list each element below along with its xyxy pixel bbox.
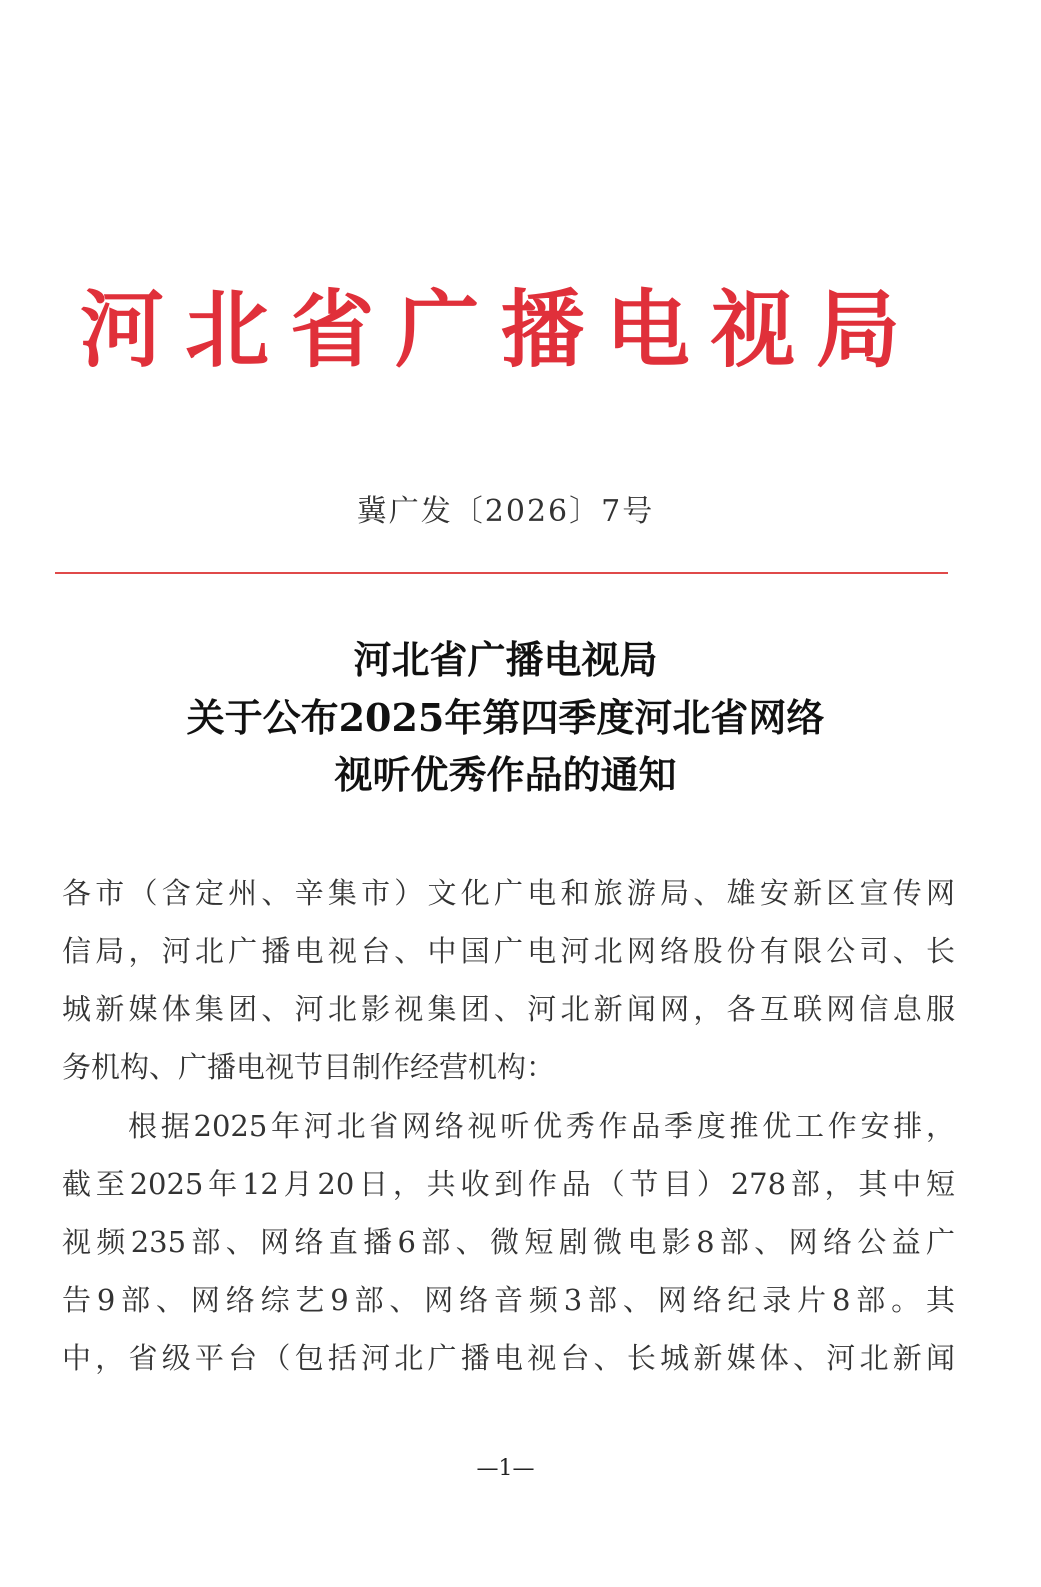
title-line: 河北省广播电视局 — [353, 637, 658, 682]
issuing-org-header: 河北省广播电视局 — [80, 280, 900, 379]
body-line: 根据2025年河北省网络视听优秀作品季度推优工作安排， — [128, 1109, 955, 1143]
body-line: 城新媒体集团、河北影视集团、河北新闻网，各互联网信息服 — [62, 992, 955, 1026]
body-line: 视频235部、网络直播6部、微短剧微电影8部、网络公益广 — [62, 1225, 955, 1259]
body-line: 截至2025年12月20日，共收到作品（节目）278部，其中短 — [62, 1167, 955, 1201]
body-line: 各市（含定州、辛集市）文化广电和旅游局、雄安新区宣传网 — [62, 876, 955, 910]
title-line: 视听优秀作品的通知 — [334, 752, 677, 797]
title-line: 关于公布2025年第四季度河北省网络 — [186, 695, 825, 740]
document-number: 冀广发〔2026〕7号 — [356, 494, 655, 529]
body-line: 信局，河北广播电视台、中国广电河北网络股份有限公司、长 — [62, 934, 955, 968]
body-line: 中，省级平台（包括河北广播电视台、长城新媒体、河北新闻 — [62, 1341, 955, 1375]
red-divider — [55, 572, 948, 574]
body-line: 告9部、网络综艺9部、网络音频3部、网络纪录片8部。其 — [62, 1283, 955, 1317]
body-line: 务机构、广播电视节目制作经营机构： — [62, 1050, 556, 1084]
page-number: —1— — [476, 1456, 535, 1481]
